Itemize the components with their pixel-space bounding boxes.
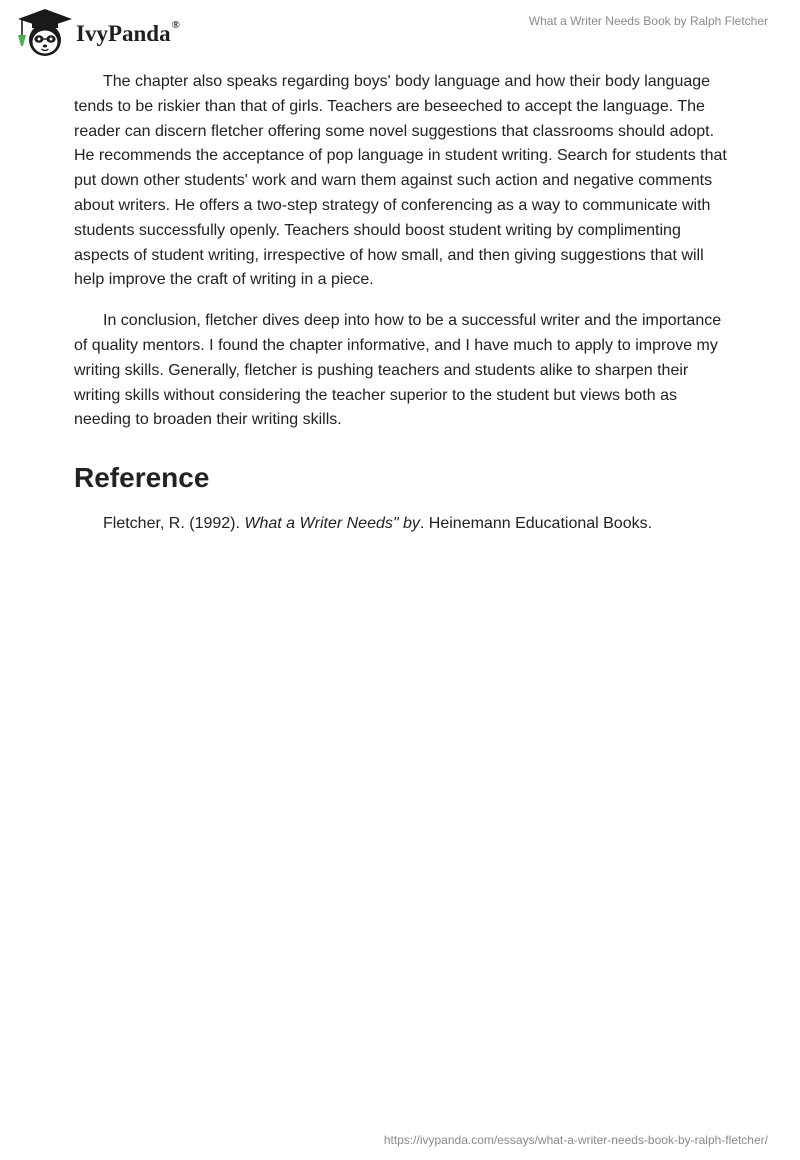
body-paragraph: In conclusion, fletcher dives deep into how to be a successful writer and the importance of quality mentors. I found the chapter informative, and I have much to apply to improve my writing skills. Generally, fletcher is pushing teachers and students alike to sharpen their writing skills without considering the teacher superior to the student but views both as needing to broaden their writing skills. (74, 312, 722, 429)
panda-graduation-cap-icon (16, 8, 74, 58)
essay-body (74, 70, 734, 537)
page-header (0, 0, 800, 60)
reference-book-title: What a Writer Needs" by (244, 515, 420, 533)
reference-heading: Reference (74, 462, 210, 494)
body-paragraph: The chapter also speaks regarding boys' body language and how their body language tends to be riskier than that of girls. Teachers are beseeched to accept the language. The reader can discern fletcher offering some novel suggestions that classrooms should adopt. He recommends the acceptance of pop language in student writing. Search for students that put down other students' work and warn them against such action and negative comments about writers. He offers a two-step strategy of conferencing as a way to communicate with students successfully openly. Teachers should boost student writing by complimenting aspects of student writing, irrespective of how small, and then giving suggestions that will help improve the craft of writing in a piece. (74, 73, 727, 289)
ivypanda-logo[interactable] (16, 8, 180, 58)
reference-entry (74, 512, 734, 537)
document-title: What a Writer Needs Book by Ralph Fletcher (528, 14, 768, 28)
source-url-link[interactable]: https://ivypanda.com/essays/what-a-writer-needs-book-by-ralph-fletcher/ (383, 1133, 768, 1147)
reference-publisher: . Heinemann Educational Books. (419, 515, 653, 533)
reference-author-year: Fletcher, R. (1992). (103, 515, 245, 533)
registered-mark: ® (171, 19, 180, 32)
brand-name: IvyPanda® (76, 19, 180, 46)
